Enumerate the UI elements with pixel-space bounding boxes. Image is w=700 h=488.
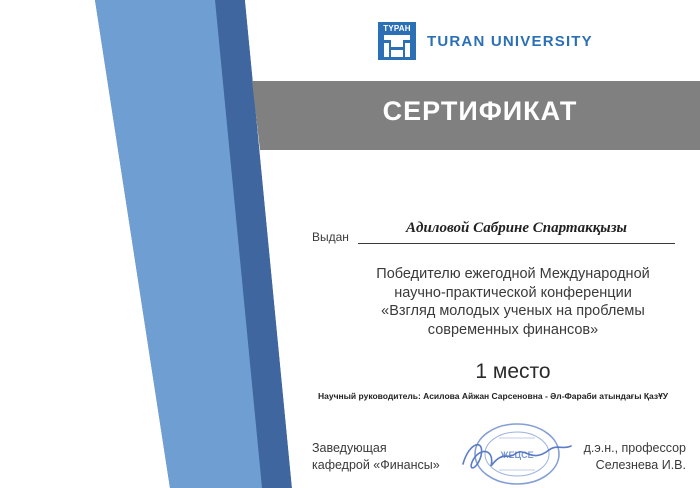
head-title-line: кафедрой «Финансы» (312, 458, 440, 472)
certificate-title: СЕРТИФИКАТ (382, 96, 578, 126)
place-award: 1 место (475, 360, 551, 383)
department-head-title (312, 440, 440, 474)
award-line: Победителю ежегодной Международной (376, 266, 650, 282)
supervisor-line: Научный руководитель: Асилова Айжан Сарсеновна - Әл-Фараби атындағы ҚазҰУ (318, 391, 669, 401)
recipient-name: Адиловой Сабрине Спартакқызы (406, 220, 627, 236)
head-name: Селезнева И.В. (595, 458, 686, 472)
award-line: современных финансов» (427, 321, 599, 338)
award-text (328, 265, 698, 339)
university-logo (378, 20, 593, 62)
stamp-center-text: ЖЕЦСЕ (500, 450, 534, 460)
logo-mark-text: TYPAH (383, 24, 411, 33)
head-degree: д.э.н., профессор (583, 441, 686, 455)
issued-label: Выдан (312, 230, 349, 244)
award-line: «Взгляд молодых ученых на проблемы (381, 303, 645, 319)
department-head-name (560, 440, 686, 474)
right-white-wedge (245, 0, 700, 488)
issued-underline (358, 243, 675, 244)
stamp-signature-icon (455, 420, 573, 488)
logo-name: TURAN UNIVERSITY (427, 32, 593, 50)
logo-mark (378, 22, 416, 60)
logo-emblem-icon (384, 35, 410, 57)
head-title-line: Заведующая (312, 441, 387, 455)
award-line: научно-практической конференции (394, 284, 632, 301)
